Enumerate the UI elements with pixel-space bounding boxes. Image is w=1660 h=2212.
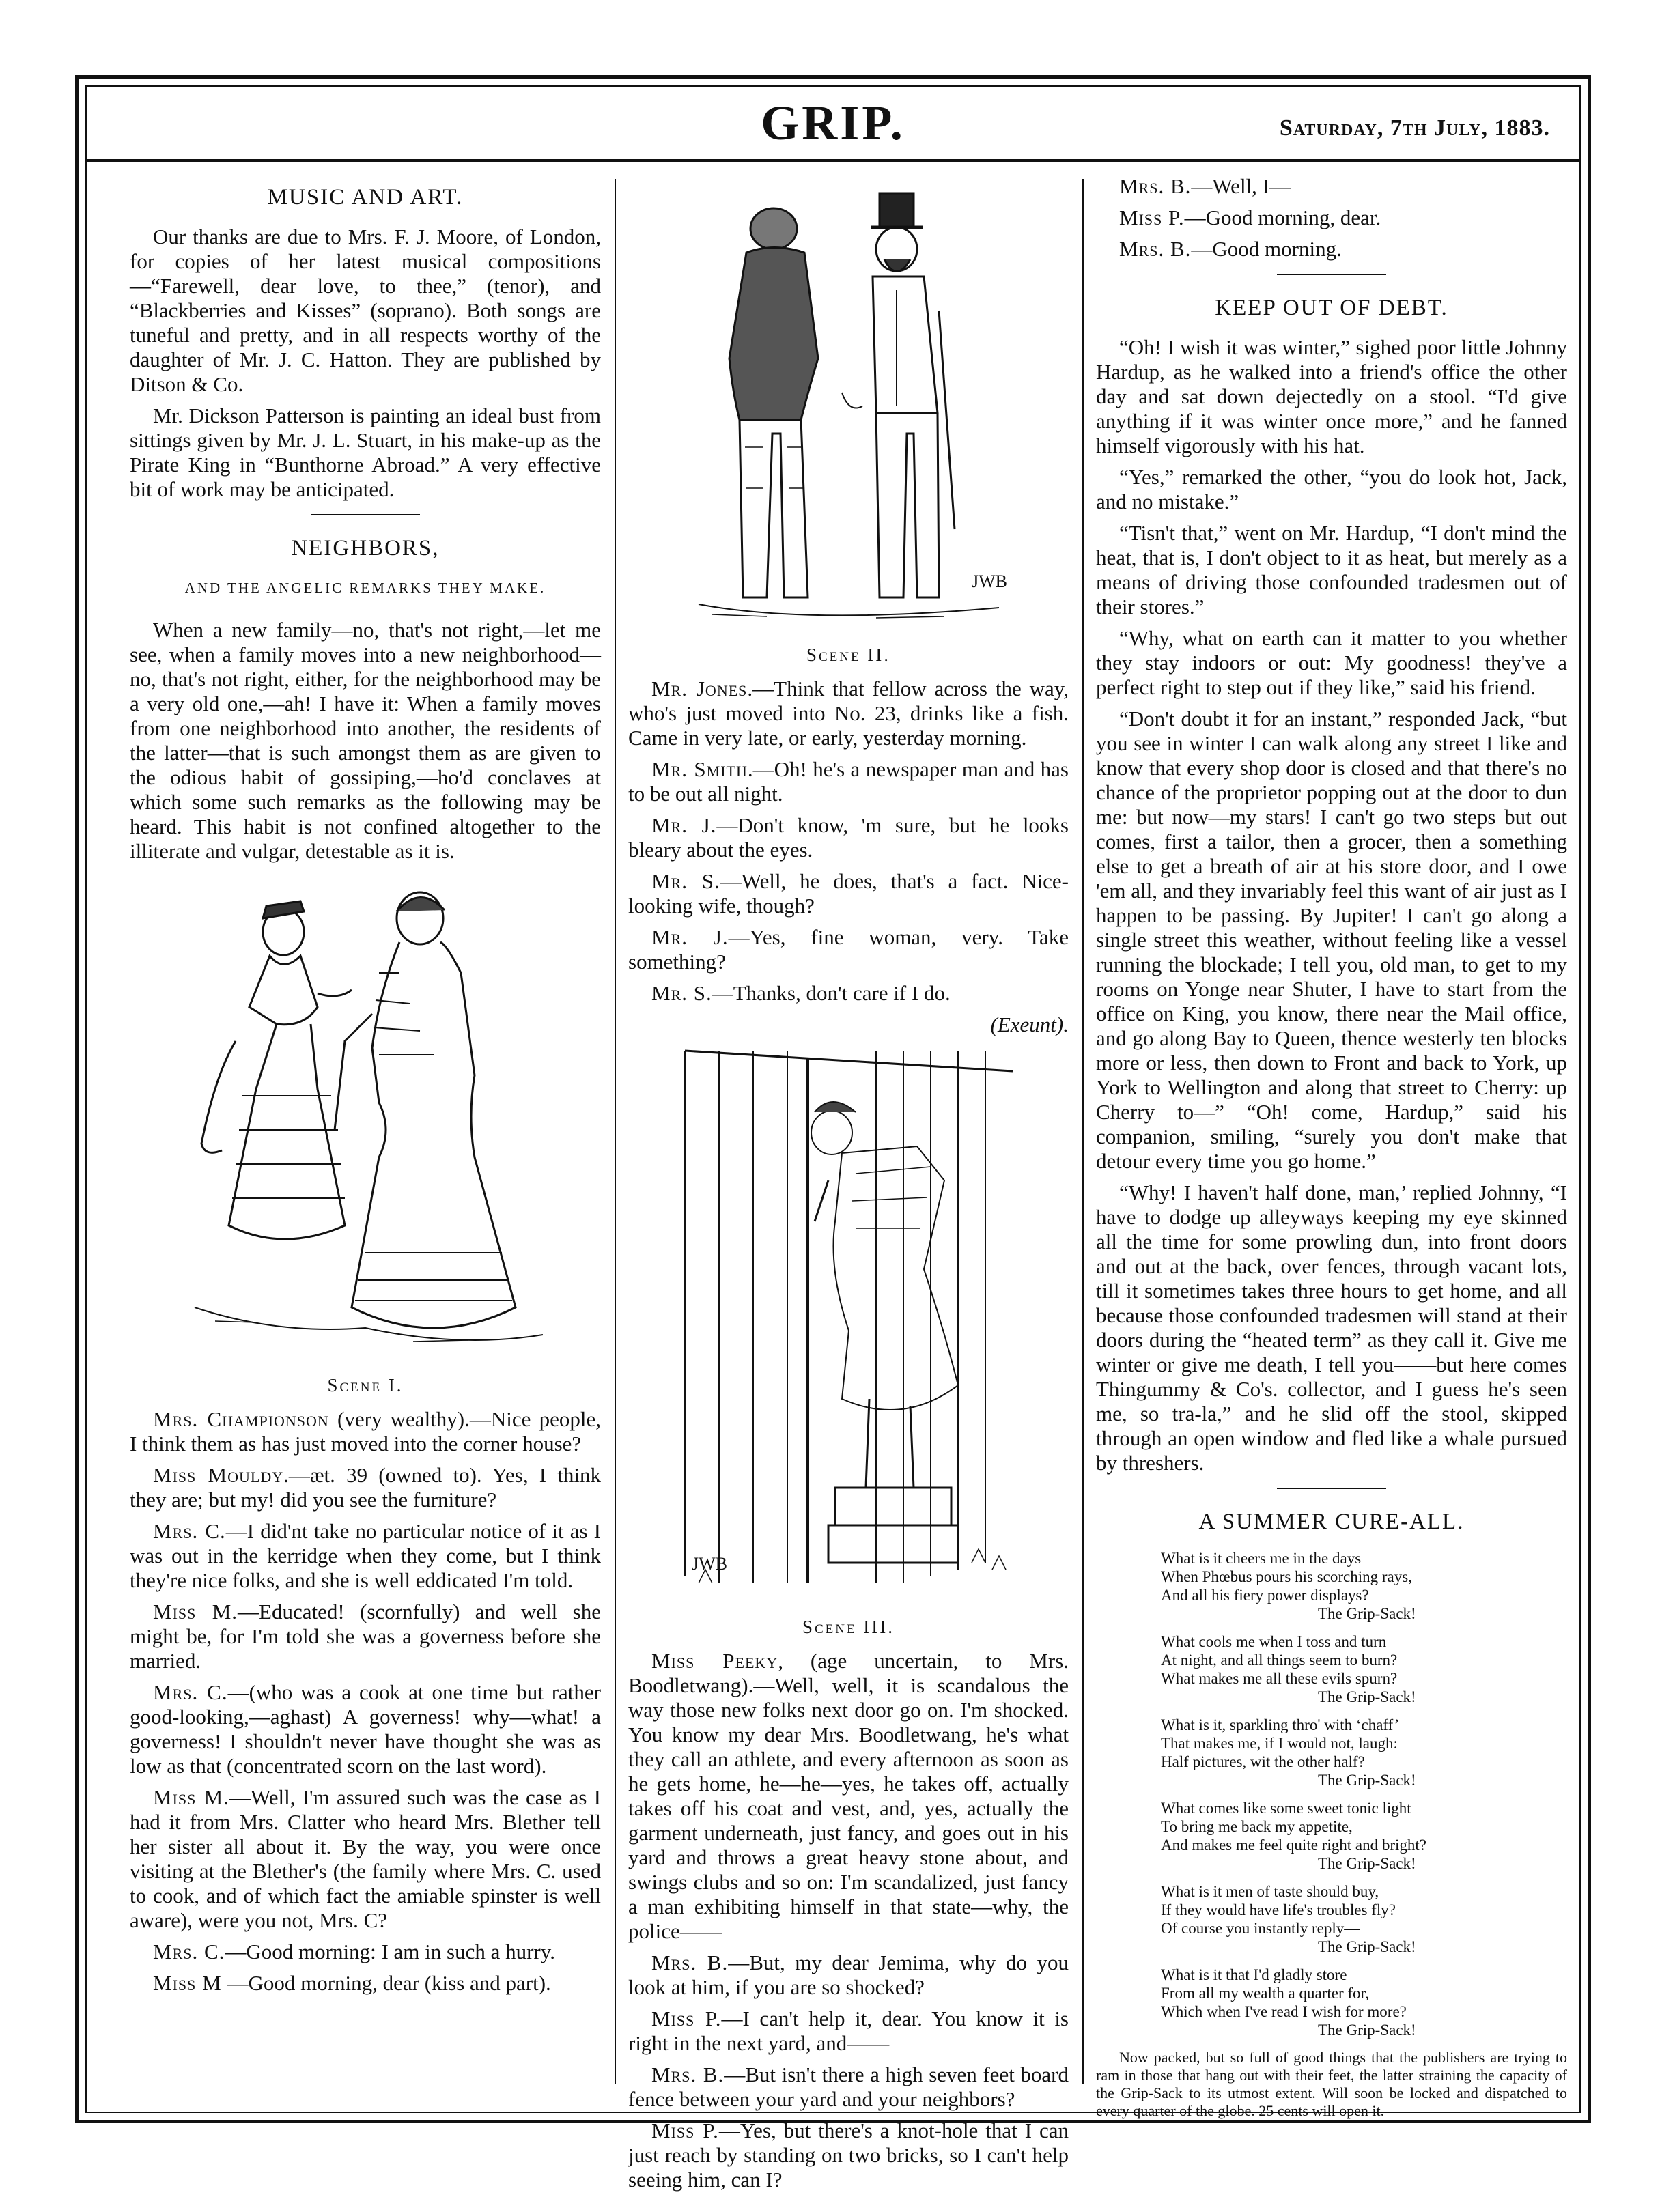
scene3-signature: JWB [691,1554,727,1574]
dialogue-line [1096,205,1567,230]
speaker: Mr. S. [651,869,720,893]
poem-line: From all my wealth a quarter for, [1161,1985,1370,2002]
poem-line: What makes me all these evils spurn? [1161,1670,1398,1687]
poem-line: When Phœbus pours his scorching rays, [1161,1568,1412,1585]
speaker: Mrs. C. [153,1680,228,1704]
debt-paragraph: “Why! I haven't half done, man,’ replied Johnny, “I have to dodge up alleyways keeping my eye skinned all the time for some prowling dun, into front doors and out at the back, over fences, through vacant lots, till it sometimes takes three hours to get home, and all because those confounded tradesmen will stand at their doors during the “heated term” as they call it. Give me winter or give me death, I tell you——but here comes Thingummy & Co's. collector, and I guess he's seen me, so tra-la,” and he slid off the stool, skipped through an open window and fled like a whale pursued by threshers. [1096,1180,1567,1475]
speech: —Well, he does, that's a fact. Nice-looking wife, though? [628,869,1069,918]
speaker: Mr. J. [651,813,717,837]
dialogue-line [628,869,1069,918]
dialogue-line [130,1940,601,1964]
music-heading: MUSIC AND ART. [267,185,464,210]
speech: —Well, I— [1191,174,1291,198]
music-paragraph-2: Mr. Dickson Patterson is painting an ideal bust from sittings given by Mr. J. L. Stuart, in his make-up as the Pirate King in “Bunthorne Abroad.” A very effective bit of work may be anticipated. [130,403,601,501]
column-1 [130,181,601,2002]
scene1-dialogue [130,1407,601,1996]
closing-note: Now packed, but so full of good things that the publishers are trying to ram in those that hang out with their feet, the latter straining the capacity of the Grip-Sack to its utmost extent. Will soon be locked and dispatched to every quarter of the globe. 25 cents will open it. [1096,2049,1567,2119]
dialogue-line [628,2007,1069,2056]
scene3-dialogue-continued [1096,174,1567,261]
debt-heading: KEEP OUT OF DEBT. [1215,296,1448,320]
neighbors-subheading: AND THE ANGELIC REMARKS THEY MAKE. [184,580,546,596]
speech: —Don't know, 'm sure, but he looks bleary about the eyes. [628,813,1069,862]
masthead [85,85,1581,160]
masthead-title: GRIP. [761,96,905,150]
dialogue-line [628,2062,1069,2112]
column-divider-1 [615,179,616,2084]
speaker: Mr. S. [651,981,712,1005]
speech: .—Think that fellow across the way, who's just moved into No. 23, drinks like a fish. Came in very late, or early, yesterday morning. [628,677,1069,750]
poem-line: Of course you instantly reply— [1161,1920,1360,1937]
scene3-illustration [671,1044,1026,1604]
dialogue-line [1096,237,1567,261]
poem-stanza [1161,1716,1567,1789]
dialogue-line [130,1519,601,1593]
poem-line: That makes me, if I would not, laugh: [1161,1735,1398,1752]
speech: —Good morning. [1191,237,1342,261]
scene1-caption: Scene I. [327,1375,404,1395]
speaker: Mrs. B. [651,1951,729,1974]
speech: .—Oh! he's a newspaper man and has to be out all night. [628,757,1069,806]
poem-stanza [1161,1549,1567,1623]
debt-paragraph: “Don't doubt it for an instant,” responded Jack, “but you see in winter I can walk along any street I like and know that every shop door is closed and that there's no chance of the proprietor popping out at the door to dun me: but now—my stars! I can't go two steps but out comes, first a tailor, then a grocer, then a something else to get a breath of air at his store door, and I owe 'em all, and they invariably feel this want of air just as I happen to be passing. By Jupiter! I can't go along a single street this weather, without feeling like a vessel running the blockade; I tell you, old man, to get to my rooms on Yonge near Shuter, I have to start from the office on King, you know, there near the Mail office, and go along Bay to Queen, thence westerly ten blocks more or less, then down to Front and back to York, up York to Wellington and along that street to Cherry: up Cherry to—” “Oh! come, Hardup,” said his companion, smiling, “surely you don't make that detour every time you go home.” [1096,707,1567,1173]
dialogue-line [628,813,1069,862]
speaker: Miss Peeky [651,1649,778,1673]
dialogue-line [628,1649,1069,1944]
column-divider-2 [1082,179,1084,2084]
scene1-illustration [174,870,557,1362]
poem-refrain: The Grip-Sack! [1318,1855,1416,1872]
speech: —I did'nt take no particular notice of it as I was out in the kerridge when they come, but I think they're nice folks, and she is well eddicated I'm told. [130,1519,602,1592]
column-3 [1096,174,1567,2127]
debt-paragraph: “Tisn't that,” went on Mr. Hardup, “I don't mind the heat, that is, I don't object to it as heat, but merely as a means of driving those confounded tradesmen out of their stores.” [1096,521,1567,619]
speech: —Well, I'm assured such was the case as I had it from Mrs. Clatter who heard Mrs. Blether tell her sister all about it. By the way, you were once visiting at the Blether's (the family where Mrs. C. used to cook, and of which fact the amiable spinster is well aware), were you not, Mrs. C? [130,1785,601,1932]
speech: —Good morning, dear (kiss and part). [221,1971,551,1995]
speech: —But, my dear Jemima, why do you look at him, if you are so shocked? [628,1951,1069,1999]
speaker: Mr. Jones [651,677,748,700]
neighbors-paragraph: When a new family—no, that's not right,—let me see, when a family moves into a new neighborhood—no, that's not right, either, for the neighborhood may be a very old one,—ah! I have it: When a family moves from one neighborhood into another, the residents of the latter—that is such amongst them as are given to the odious habit of gossiping,—ho'd conclaves at which some such remarks as the following may be heard. This habit is not confined altogether to the illiterate and vulgar, detestable as it is. [130,618,601,863]
speech: (very wealthy).—Nice people, I think them as has just moved into the corner house? [130,1407,601,1456]
speech: , (age uncertain, to Mrs. Boodletwang).—Well, well, it is scandalous the way those new folks next door go on. I'm shocked. You know my dear Mrs. Boodletwang, he's what they call an athlete, and every afternoon as soon as he gets home, he—he—yes, he takes off, actually takes off his coat and vest, and, yes, actually the garment underneath, just fancy, and goes out in his yard and throws a great heavy stone about, and swings clubs and so on: I'm scandalized, just fancy a man exhibiting himself in that state—why, the police—— [628,1649,1069,1943]
poem-refrain: The Grip-Sack! [1318,1605,1416,1622]
speech: —Yes, fine woman, very. Take something? [628,925,1069,974]
neighbors-heading: NEIGHBORS, [291,536,440,561]
scene3-caption: Scene III. [802,1617,895,1637]
speech: —But isn't there a high seven feet board fence between your yard and your neighbors? [628,2062,1069,2111]
speaker: Miss P. [1119,205,1185,229]
dialogue-line [628,925,1069,974]
speaker: Miss M. [153,1785,229,1809]
poem-line: What is it that I'd gladly store [1161,1966,1347,1983]
poem-line: And all his fiery power displays? [1161,1587,1369,1604]
speaker: Mrs. B. [1119,174,1192,198]
speaker: Mrs. Championson [153,1407,329,1431]
speaker: Mrs. C. [153,1940,225,1963]
scene2-caption: Scene II. [806,644,891,665]
dialogue-line [1096,174,1567,199]
speaker: Miss M [153,1971,222,1995]
scene2-signature: JWB [971,571,1007,591]
summer-heading: A SUMMER CURE-ALL. [1198,1509,1465,1534]
speech: —Good morning, dear. [1184,205,1381,229]
speaker: Miss M. [153,1600,238,1623]
speaker: Miss P. [651,2118,719,2142]
poem-refrain: The Grip-Sack! [1318,1772,1416,1789]
masthead-date: Saturday, 7th July, 1883. [1279,115,1550,141]
dialogue-line [628,677,1069,750]
dialogue-line [628,757,1069,806]
poem-line: What is it, sparkling thro' with ‘chaff’ [1161,1716,1400,1733]
separator [311,514,420,515]
dialogue-line [130,1680,601,1778]
separator [1277,274,1386,275]
poem-stanza [1161,1966,1567,2039]
poem-line: To bring me back my appetite, [1161,1818,1353,1835]
poem-line: What cools me when I toss and turn [1161,1633,1387,1650]
poem-line: At night, and all things seem to burn? [1161,1651,1398,1669]
speech: —Yes, but there's a knot-hole that I can just reach by standing on two bricks, so I can't help seeing him, can I? [628,2118,1069,2192]
poem-line: If they would have life's troubles fly? [1161,1901,1396,1918]
speaker: Miss Mouldy [153,1463,284,1487]
scene3-dialogue [628,1649,1069,2192]
scene2-illustration [671,188,1026,632]
speaker: Mrs. B. [1119,237,1192,261]
poem [1096,1549,1567,2039]
speaker: Mrs. B. [651,2062,725,2086]
poem-line: What comes like some sweet tonic light [1161,1800,1411,1817]
dialogue-line [130,1600,601,1673]
poem-stanza [1161,1882,1567,1956]
poem-refrain: The Grip-Sack! [1318,2022,1416,2039]
masthead-rule [85,159,1581,162]
speech: —I can't help it, dear. You know it is right in the next yard, and—— [628,2007,1069,2055]
poem-line: What is it cheers me in the days [1161,1550,1362,1567]
poem-line: Which when I've read I wish for more? [1161,2003,1407,2020]
speaker: Miss P. [651,2007,722,2030]
debt-paragraph: “Oh! I wish it was winter,” sighed poor little Johnny Hardup, as he walked into a friend's office the other day and sat down dejectedly on a stool. “I'd give anything if it was winter once more,” and he fanned himself vigorously with his hat. [1096,335,1567,457]
debt-paragraph: “Why, what on earth can it matter to you whether they stay indoors or out: My goodness! they've a perfect right to step out if they like,” said his friend. [1096,626,1567,699]
speaker: Mr. J. [651,925,729,949]
debt-paragraph: “Yes,” remarked the other, “you do look hot, Jack, and no mistake.” [1096,465,1567,513]
poem-refrain: The Grip-Sack! [1318,1938,1416,1955]
speech: .—æt. 39 (owned to). Yes, I think they are; but my! did you see the furniture? [130,1463,602,1512]
speaker: Mr. Smith [651,757,748,781]
dialogue-line [628,981,1069,1006]
scene2-dialogue [628,677,1069,1037]
dialogue-line [130,1407,601,1456]
exeunt: (Exeunt). [990,1012,1069,1036]
poem-refrain: The Grip-Sack! [1318,1688,1416,1705]
dialogue-line [628,1951,1069,2000]
dialogue-line [130,1785,601,1933]
speech: —Thanks, don't care if I do. [712,981,951,1005]
music-paragraph-1: Our thanks are due to Mrs. F. J. Moore, of London, for copies of her latest musical compositions—“Farewell, dear love, to thee,” (tenor), and “Blackberries and Kisses” (soprano). Both songs are tuneful and pretty, and in all respects worthy of the daughter of Mr. J. C. Hatton. They are published by Ditson & Co. [130,225,601,396]
speech: —Good morning: I am in such a hurry. [225,1940,555,1963]
dialogue-line [130,1971,601,1996]
separator [1277,1488,1386,1489]
poem-stanza [1161,1799,1567,1873]
speech: —Educated! (scornfully) and well she might be, for I'm told she was a governess before she married. [130,1600,601,1673]
poem-line: What is it men of taste should buy, [1161,1883,1379,1900]
poem-stanza [1161,1632,1567,1706]
dialogue-line [130,1463,601,1512]
column-2 [628,181,1069,2199]
speaker: Mrs. C. [153,1519,226,1543]
speech: —(who was a cook at one time but rather good-looking,—aghast) A governess! why—what! a governess! I shouldn't never have thought she was as low as that (concentrated scorn on the last word). [130,1680,601,1778]
poem-line: Half pictures, wit the other half? [1161,1753,1365,1770]
poem-line: And makes me feel quite right and bright? [1161,1837,1426,1854]
dialogue-line [628,2118,1069,2192]
